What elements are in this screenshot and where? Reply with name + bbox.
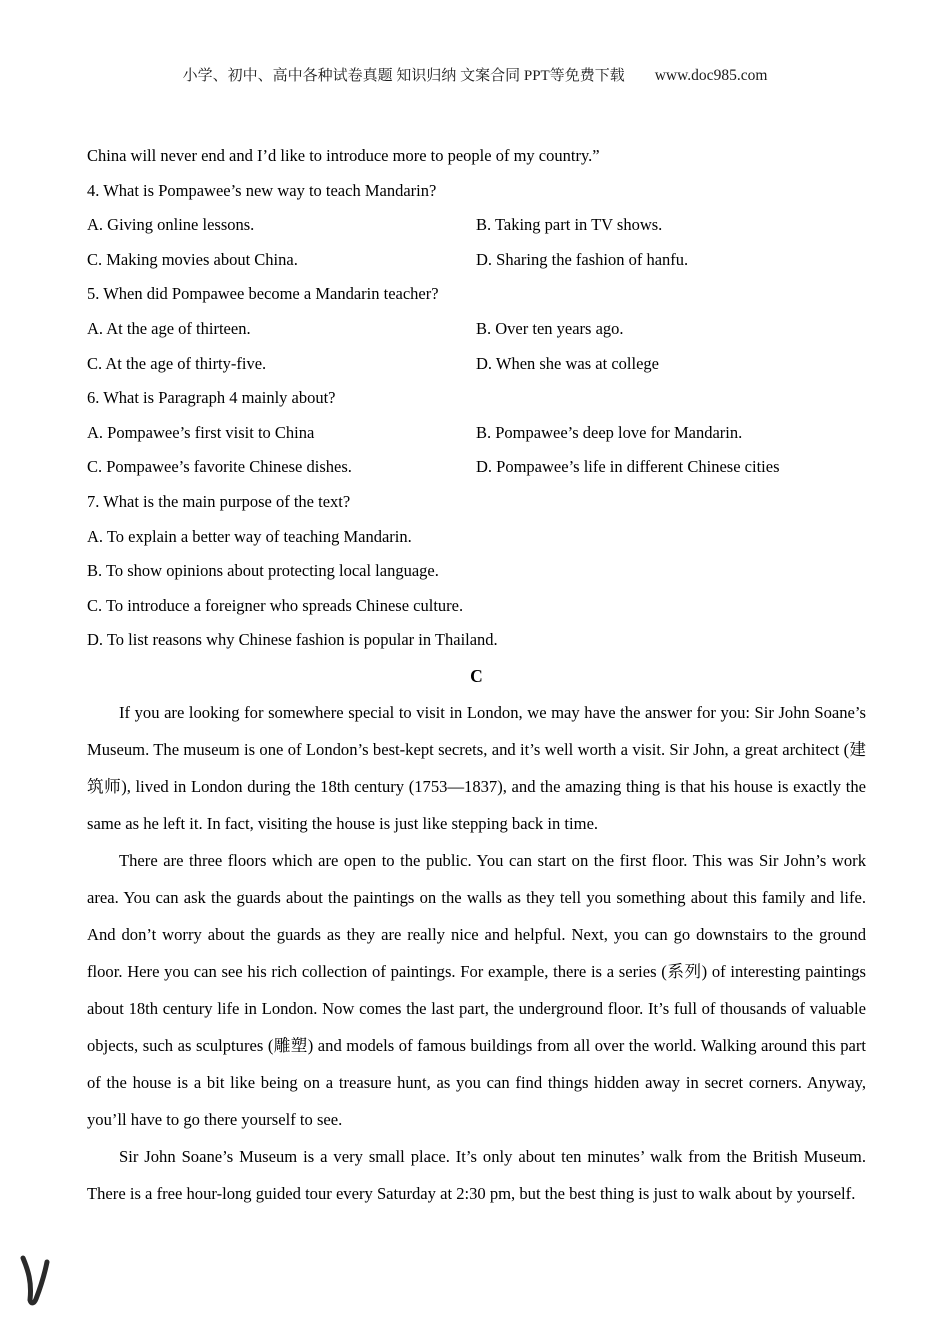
question-7-option-c: C. To introduce a foreigner who spreads Chinese culture. xyxy=(87,595,464,615)
question-7-stem: 7. What is the main purpose of the text? xyxy=(87,491,351,511)
question-4-option-d: D. Sharing the fashion of hanfu. xyxy=(476,249,689,269)
question-6-option-a: A. Pompawee’s first visit to China xyxy=(87,422,315,442)
question-7-option-d: D. To list reasons why Chinese fashion is popular in Thailand. xyxy=(87,630,498,650)
header-site-text: 小学、初中、高中各种试卷真题 知识归纳 文案合同 PPT等免费下载 xyxy=(182,68,625,84)
passage-c-paragraph-1: If you are looking for somewhere special to visit in London, we may have the answer for you: Sir John Soane’s Museum. The museum is one of London’s best-kept secrets, and it’s well worth a visit. Sir John, a great architect (建筑师), lived in London during the 18th century (1753—1837), and the amazing thing is that his house is exactly the same as he left it. In fact, visiting the house is just like stepping back in time. xyxy=(87,702,866,833)
question-6-options-row-ab xyxy=(87,416,866,451)
document-content xyxy=(87,139,866,1212)
question-5-options-row-cd xyxy=(87,347,866,382)
question-6-options-row-cd xyxy=(87,450,866,485)
header-site-url: www.doc985.com xyxy=(654,67,768,84)
question-6-option-b: B. Pompawee’s deep love for Mandarin. xyxy=(476,422,743,442)
question-4-options-row-cd xyxy=(87,243,866,278)
question-5-stem: 5. When did Pompawee become a Mandarin teacher? xyxy=(87,284,439,304)
question-5-option-d: D. When she was at college xyxy=(476,353,659,373)
question-6-option-c: C. Pompawee’s favorite Chinese dishes. xyxy=(87,457,352,477)
question-4-option-b: B. Taking part in TV shows. xyxy=(476,215,663,235)
page-header xyxy=(0,0,950,85)
question-7-option-b: B. To show opinions about protecting local language. xyxy=(87,561,439,581)
question-4-options-row-ab xyxy=(87,208,866,243)
question-6-option-d: D. Pompawee’s life in different Chinese cities xyxy=(476,457,780,477)
section-c-heading: C xyxy=(470,665,483,686)
question-4-stem: 4. What is Pompawee’s new way to teach Mandarin? xyxy=(87,180,437,200)
passage-c-paragraph-3: Sir John Soane’s Museum is a very small place. It’s only about ten minutes’ walk from the British Museum. There is a free hour-long guided tour every Saturday at 2:30 pm, but the best thing is just to walk about by yourself. xyxy=(87,1146,866,1203)
passage-c-paragraph-2: There are three floors which are open to the public. You can start on the first floor. This was Sir John’s work area. You can ask the guards about the paintings on the walls as they tell you something about this family and life. And don’t worry about the guards as they are really nice and helpful. Next, you can go downstairs to the ground floor. Here you can see his rich collection of paintings. For example, there is a series (系列) of interesting paintings about 18th century life in London. Now comes the last part, the underground floor. It’s full of thousands of valuable objects, such as sculptures (雕塑) and models of famous buildings from all over the world. Walking around this part of the house is a bit like being on a treasure hunt, as you can find things hidden away in secret corners. Anyway, you’ll have to go there yourself to see. xyxy=(87,850,866,1129)
question-5-option-c: C. At the age of thirty-five. xyxy=(87,353,267,373)
question-7-option-a: A. To explain a better way of teaching Mandarin. xyxy=(87,526,412,546)
ink-stroke-mark xyxy=(18,1254,50,1308)
passage-b-closing-line: China will never end and I’d like to introduce more to people of my country.” xyxy=(87,146,600,165)
question-6-stem: 6. What is Paragraph 4 mainly about? xyxy=(87,388,336,408)
question-5-option-b: B. Over ten years ago. xyxy=(476,318,624,338)
question-5-option-a: A. At the age of thirteen. xyxy=(87,318,251,338)
question-4-option-c: C. Making movies about China. xyxy=(87,249,298,269)
question-4-option-a: A. Giving online lessons. xyxy=(87,215,255,235)
question-5-options-row-ab xyxy=(87,312,866,347)
